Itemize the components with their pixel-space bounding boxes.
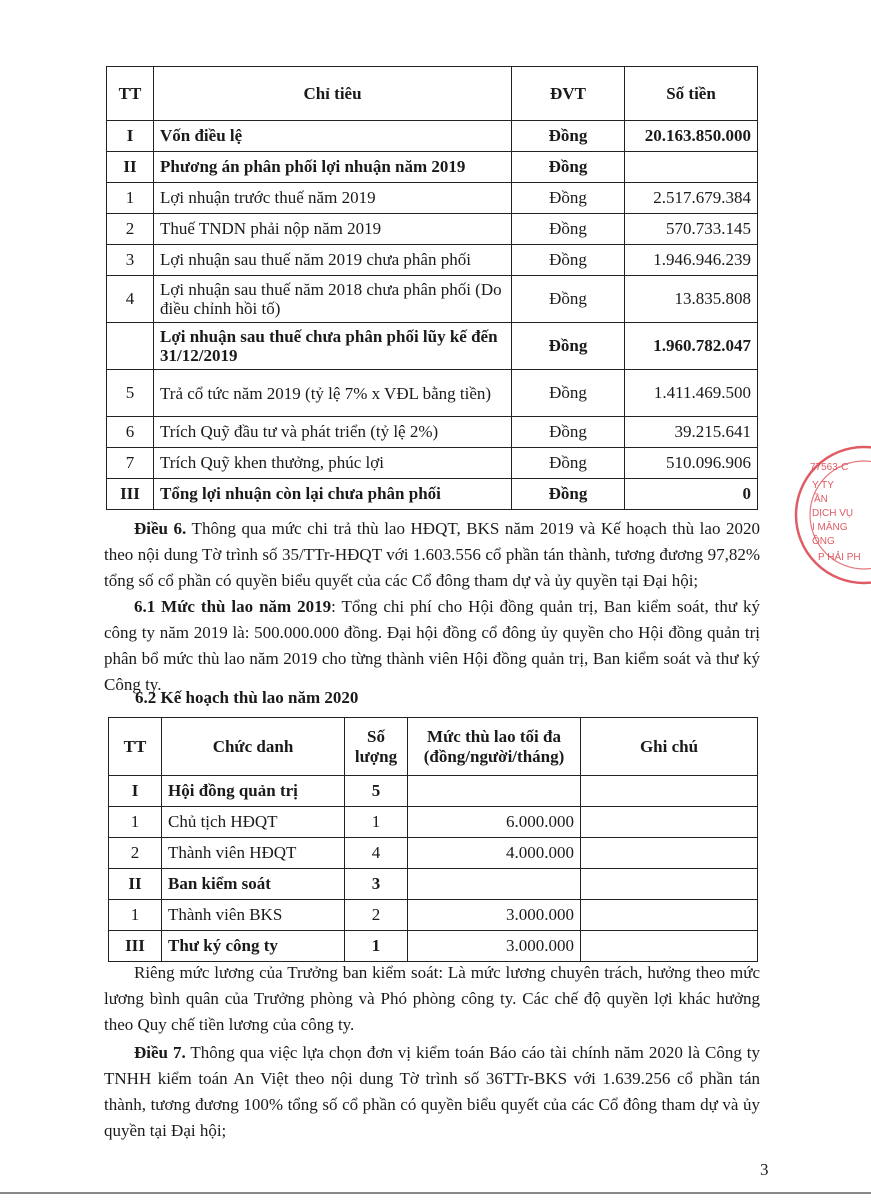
row-note xyxy=(581,900,758,931)
stamp-text-line: I MĂNG xyxy=(812,522,848,533)
col-header-tt: TT xyxy=(107,67,154,121)
row-title: Hội đồng quản trị xyxy=(162,776,345,807)
table-row xyxy=(107,152,758,183)
row-fee: 3.000.000 xyxy=(408,931,581,962)
row-unit: Đồng xyxy=(512,323,625,370)
article-7-paragraph xyxy=(104,1040,760,1144)
row-fee: 4.000.000 xyxy=(408,838,581,869)
bottom-edge-line xyxy=(0,1192,871,1194)
row-unit: Đồng xyxy=(512,183,625,214)
table-row xyxy=(107,323,758,370)
col-header-tt: TT xyxy=(109,718,162,776)
row-note xyxy=(581,807,758,838)
row-tt: I xyxy=(107,121,154,152)
row-qty: 4 xyxy=(345,838,408,869)
row-qty: 5 xyxy=(345,776,408,807)
row-item: Lợi nhuận sau thuế chưa phân phối lũy kế đến 31/12/2019 xyxy=(154,323,512,370)
row-title: Ban kiểm soát xyxy=(162,869,345,900)
article-7-text: Thông qua việc lựa chọn đơn vị kiểm toán Báo cáo tài chính năm 2020 là Công ty TNHH kiểm toán An Việt theo nội dung Tờ trình số 36TTr-BKS với 1.639.256 cổ phần tán thành, tương đương 100% tổng số cổ phần có quyền biểu quyết của các Cổ đông tham dự và ủy quyền tại Đại hội; xyxy=(104,1043,760,1140)
table-row xyxy=(109,900,758,931)
table-row xyxy=(109,807,758,838)
row-tt: II xyxy=(109,869,162,900)
row-item: Lợi nhuận sau thuế năm 2019 chưa phân phối xyxy=(154,245,512,276)
row-unit: Đồng xyxy=(512,479,625,510)
row-fee xyxy=(408,776,581,807)
row-item: Vốn điều lệ xyxy=(154,121,512,152)
row-tt: 7 xyxy=(107,448,154,479)
row-unit: Đồng xyxy=(512,152,625,183)
table-header-row xyxy=(109,718,758,776)
table-header-row xyxy=(107,67,758,121)
table-row xyxy=(107,448,758,479)
row-title: Thành viên HĐQT xyxy=(162,838,345,869)
row-qty: 2 xyxy=(345,900,408,931)
col-header-item: Chỉ tiêu xyxy=(154,67,512,121)
col-header-note: Ghi chú xyxy=(581,718,758,776)
article-6-text: Thông qua mức chi trả thù lao HĐQT, BKS năm 2019 và Kế hoạch thù lao 2020 theo nội dung Tờ trình số 35/TTr-HĐQT với 1.603.556 cổ phần tán thành, tương đương 97,82% tổng số cổ phần có quyền biểu quyết của các Cổ đông tham dự và ủy quyền tại Đại hội; xyxy=(104,519,760,590)
row-tt: 1 xyxy=(109,807,162,838)
row-item: Trích Quỹ khen thưởng, phúc lợi xyxy=(154,448,512,479)
row-item: Trích Quỹ đầu tư và phát triển (tỷ lệ 2%) xyxy=(154,417,512,448)
row-amount: 1.946.946.239 xyxy=(625,245,758,276)
row-tt: 1 xyxy=(107,183,154,214)
row-note xyxy=(581,869,758,900)
row-unit: Đồng xyxy=(512,276,625,323)
section-6-1-text: : Tổng chi phí cho Hội đồng quản trị, Ban kiểm soát, thư ký công ty năm 2019 là: 500.000.000 đồng. Đại hội đồng cổ đông ủy quyền cho Hội đồng quản trị phân bổ mức thù lao năm 2019 cho từng thành viên Hội đồng quản trị, Ban kiểm soát và thư ký Công ty. xyxy=(104,597,761,694)
stamp-text-line: ỒNG xyxy=(812,536,835,547)
row-item: Lợi nhuận trước thuế năm 2019 xyxy=(154,183,512,214)
row-tt: III xyxy=(107,479,154,510)
section-6-2-heading: 6.2 Kế hoạch thù lao năm 2020 xyxy=(135,688,359,707)
row-amount: 39.215.641 xyxy=(625,417,758,448)
stamp-text-line: ẦN xyxy=(814,494,828,505)
article-6-label: Điều 6. xyxy=(134,519,187,538)
col-header-amount: Số tiền xyxy=(625,67,758,121)
row-tt: 3 xyxy=(107,245,154,276)
row-note xyxy=(581,931,758,962)
row-unit: Đồng xyxy=(512,121,625,152)
row-qty: 1 xyxy=(345,807,408,838)
section-6-1-paragraph xyxy=(104,594,760,698)
table-row xyxy=(107,245,758,276)
row-tt: 2 xyxy=(107,214,154,245)
row-tt: 4 xyxy=(107,276,154,323)
row-tt: II xyxy=(107,152,154,183)
row-amount: 20.163.850.000 xyxy=(625,121,758,152)
row-amount: 1.411.469.500 xyxy=(625,370,758,417)
row-title: Thư ký công ty xyxy=(162,931,345,962)
row-amount: 510.096.906 xyxy=(625,448,758,479)
table-row xyxy=(107,214,758,245)
table-row xyxy=(109,869,758,900)
row-amount: 13.835.808 xyxy=(625,276,758,323)
stamp-text-line: DỊCH VỤ xyxy=(812,508,854,519)
table-row xyxy=(107,183,758,214)
table-row xyxy=(109,776,758,807)
row-tt: III xyxy=(109,931,162,962)
row-tt: 5 xyxy=(107,370,154,417)
row-qty: 1 xyxy=(345,931,408,962)
row-fee xyxy=(408,869,581,900)
row-unit: Đồng xyxy=(512,370,625,417)
row-qty: 3 xyxy=(345,869,408,900)
row-fee: 6.000.000 xyxy=(408,807,581,838)
table-row xyxy=(107,276,758,323)
stamp-text-line: Y TY xyxy=(812,480,834,491)
row-amount: 2.517.679.384 xyxy=(625,183,758,214)
row-unit: Đồng xyxy=(512,448,625,479)
row-unit: Đồng xyxy=(512,245,625,276)
row-tt: 1 xyxy=(109,900,162,931)
table-row xyxy=(109,931,758,962)
row-amount: 1.960.782.047 xyxy=(625,323,758,370)
row-amount: 0 xyxy=(625,479,758,510)
row-title: Chủ tịch HĐQT xyxy=(162,807,345,838)
row-item: Lợi nhuận sau thuế năm 2018 chưa phân phối (Do điều chỉnh hồi tố) xyxy=(154,276,512,323)
row-title: Thành viên BKS xyxy=(162,900,345,931)
article-7-label: Điều 7. xyxy=(134,1043,186,1062)
table-row xyxy=(107,370,758,417)
row-tt: 6 xyxy=(107,417,154,448)
table-row xyxy=(107,417,758,448)
profit-distribution-table xyxy=(106,66,758,510)
stamp-text-line: 77563-C xyxy=(810,462,849,473)
row-amount: 570.733.145 xyxy=(625,214,758,245)
row-fee: 3.000.000 xyxy=(408,900,581,931)
table-row xyxy=(107,121,758,152)
row-item: Trả cổ tức năm 2019 (tỷ lệ 7% x VĐL bằng tiền) xyxy=(154,370,512,417)
company-seal-stamp xyxy=(792,440,871,590)
row-item: Thuế TNDN phải nộp năm 2019 xyxy=(154,214,512,245)
row-item: Tổng lợi nhuận còn lại chưa phân phối xyxy=(154,479,512,510)
salary-note-text: Riêng mức lương của Trưởng ban kiểm soát: Là mức lương chuyên trách, hưởng theo mức lương bình quân của Trưởng phòng và Phó phòng công ty. Các chế độ quyền lợi khác hưởng theo Quy chế tiền lương của công ty. xyxy=(104,963,760,1034)
row-tt: 2 xyxy=(109,838,162,869)
row-note xyxy=(581,776,758,807)
row-unit: Đồng xyxy=(512,214,625,245)
row-unit: Đồng xyxy=(512,417,625,448)
table-row xyxy=(107,479,758,510)
row-tt xyxy=(107,323,154,370)
row-tt: I xyxy=(109,776,162,807)
col-header-unit: ĐVT xyxy=(512,67,625,121)
salary-note-paragraph xyxy=(104,960,760,1038)
row-note xyxy=(581,838,758,869)
remuneration-plan-table xyxy=(108,717,758,962)
table-row xyxy=(109,838,758,869)
article-6-paragraph xyxy=(104,516,760,594)
col-header-qty: Số lượng xyxy=(345,718,408,776)
col-header-title: Chức danh xyxy=(162,718,345,776)
row-item: Phương án phân phối lợi nhuận năm 2019 xyxy=(154,152,512,183)
page-number: 3 xyxy=(760,1160,769,1179)
section-6-1-label: 6.1 Mức thù lao năm 2019 xyxy=(134,597,332,616)
row-amount xyxy=(625,152,758,183)
col-header-fee: Mức thù lao tối đa (đồng/người/tháng) xyxy=(408,718,581,776)
stamp-text-line: P HẢI PH xyxy=(818,552,861,563)
